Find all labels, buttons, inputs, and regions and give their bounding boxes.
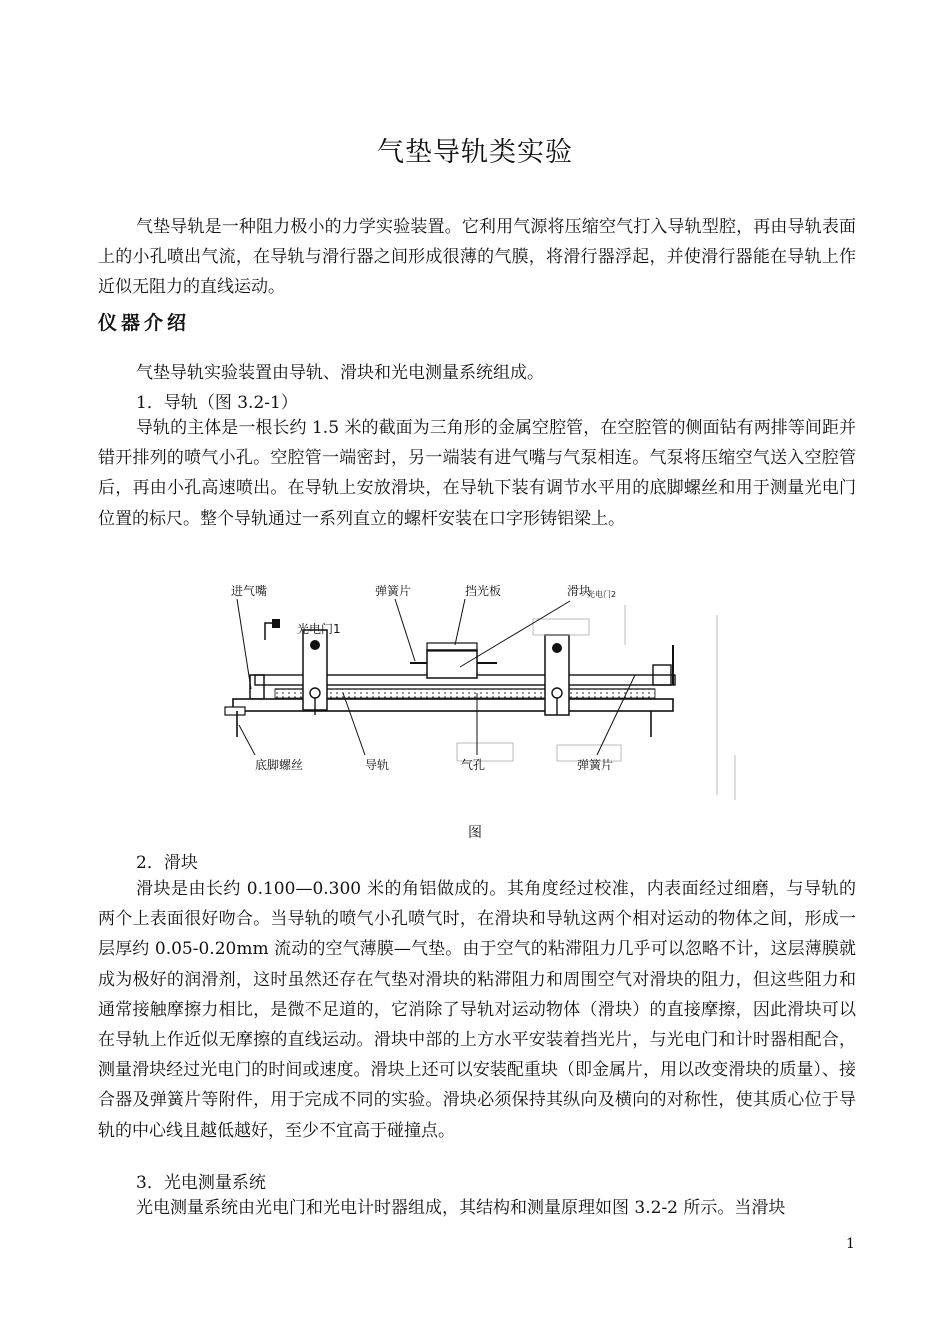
label-shade-plate: 挡光板 xyxy=(465,584,502,598)
intro-paragraph: 气垫导轨是一种阻力极小的力学实验装置。它利用气源将压缩空气打入导轨型腔，再由导轨表面上的小孔喷出气流，在导轨与滑行器之间形成很薄的气膜，将滑行器浮起，并使滑行器能在导轨上作近似无阻力的直线运动。 xyxy=(98,217,856,298)
label-foot-screw: 底脚螺丝 xyxy=(255,758,304,772)
section-intro: 气垫导轨实验装置由导轨、滑块和光电测量系统组成。 xyxy=(136,363,544,383)
section-heading: 仪器介绍 xyxy=(98,312,191,334)
page-number: 1 xyxy=(846,1236,855,1252)
label-slider: 滑块 xyxy=(567,584,592,598)
label-gate2: 光电门2 xyxy=(587,590,617,599)
item3-paragraph: 光电测量系统由光电门和光电计时器组成，其结构和测量原理如图 3.2-2 所示。当滑块 xyxy=(136,1198,786,1218)
rail-holes xyxy=(275,689,655,698)
label-spring-top: 弹簧片 xyxy=(375,584,412,598)
label-inlet: 进气嘴 xyxy=(231,584,268,598)
item1-paragraph: 导轨的主体是一根长约 1.5 米的截面为三角形的金属空腔管，在空腔管的侧面钻有两排等间距并错开排列的喷气小孔。空腔管一端密封，另一端装有进气嘴与气泵相连。气泵将压缩空气送入空腔管后，再由小孔高速喷出。在导轨上安放滑块，在导轨下装有调节水平用的底脚螺丝和用于测量光电门位置的标尺。整个导轨通过一系列直立的螺杆安装在口字形铸铝梁上。 xyxy=(98,418,856,529)
beam xyxy=(233,699,673,711)
air-track-diagram xyxy=(215,575,745,803)
slider-block xyxy=(427,650,477,678)
inlet-nozzle xyxy=(272,619,280,628)
figure-caption: 图 xyxy=(468,825,482,841)
label-rail: 导轨 xyxy=(365,758,390,772)
page-title: 气垫导轨类实验 xyxy=(377,137,573,168)
left-end-block xyxy=(250,675,264,699)
label-spring-bottom: 弹簧片 xyxy=(577,758,614,772)
label-air-hole: 气孔 xyxy=(461,758,486,772)
label-gate1: 光电门1 xyxy=(297,622,341,636)
item1-title: 1．导轨（图 3.2-1） xyxy=(136,393,298,413)
item2-title: 2．滑块 xyxy=(136,853,198,873)
item3-title: 3．光电测量系统 xyxy=(136,1173,266,1193)
item2-paragraph: 滑块是由长约 0.100—0.300 米的角铝做成的。其角度经过校准，内表面经过细磨，与导轨的两个上表面很好吻合。当导轨的喷气小孔喷气时，在滑块和导轨这两个相对运动的物体之间，形成一层厚约 0.05-0.20mm 流动的空气薄膜—气垫。由于空气的粘滞阻力几乎可以忽略不计，这层薄膜就成为极好的润滑剂，这时虽然还存在气垫对滑块的粘滞阻力和周围空气对滑块的阻力，但这些阻力和通常接触摩擦力相比，是微不足道的，它消除了导轨对运动物体（滑块）的直接摩擦，因此滑块可以在导轨上作近似无摩擦的直线运动。滑块中部的上方水平安装着挡光片，与光电门和计时器相配合，测量滑块经过光电门的时间或速度。滑块上还可以安装配重块（即金属片，用以改变滑块的质量）、接合器及弹簧片等附件，用于完成不同的实验。滑块必须保持其纵向及横向的对称性，使其质心位于导轨的中心线且越低越好，至少不宜高于碰撞点。 xyxy=(98,879,856,1141)
